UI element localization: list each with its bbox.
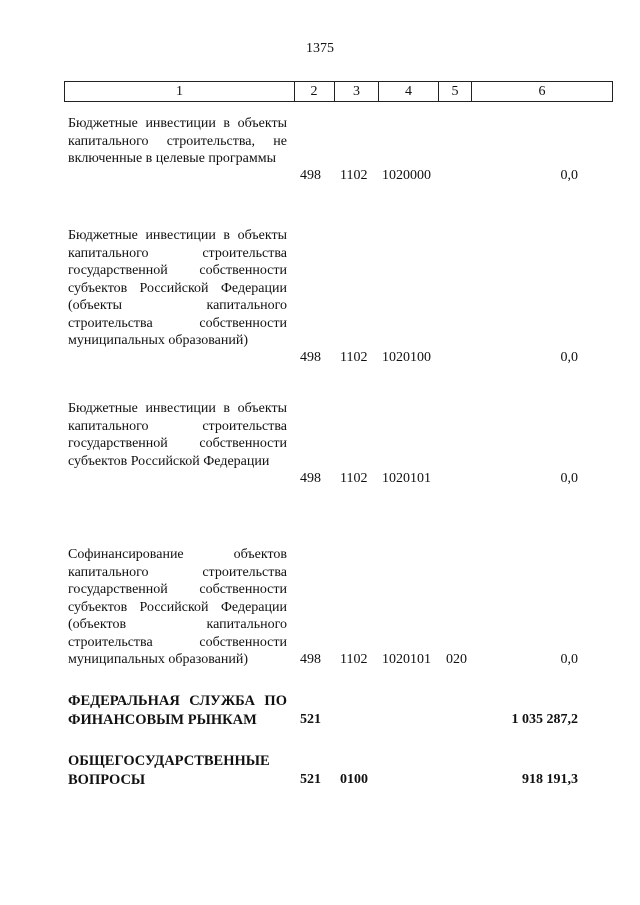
row-col6: 0,0 (560, 350, 578, 365)
row-col3: 1102 (340, 471, 368, 486)
row-description: ОБЩЕГОСУДАРСТВЕННЫЕ ВОПРОСЫ (68, 753, 270, 788)
row-col6: 0,0 (560, 168, 578, 183)
row-col2: 498 (300, 471, 321, 486)
row-col6: 918 191,3 (522, 772, 578, 787)
row-description: Бюджетные инвестиции в объекты капитального строительства, не включенные в целевые программы (68, 116, 287, 166)
row-col4: 1020100 (382, 350, 431, 365)
row-col6: 0,0 (560, 471, 578, 486)
row-col3: 0100 (340, 772, 368, 787)
header-col-1: 1 (65, 82, 295, 101)
row-col2: 498 (300, 350, 321, 365)
row-description: Бюджетные инвестиции в объекты капитального строительства государственной собственности субъектов Российской Федерации (68, 401, 287, 469)
row-col4: 1020101 (382, 471, 431, 486)
row-col2: 498 (300, 168, 321, 183)
row-col3: 1102 (340, 652, 368, 667)
header-col-2: 2 (294, 82, 335, 101)
header-col-4: 4 (379, 82, 439, 101)
row-col6: 1 035 287,2 (511, 712, 578, 727)
row-col6: 0,0 (560, 652, 578, 667)
row-col2: 498 (300, 652, 321, 667)
header-col-6: 6 (538, 84, 546, 99)
row-description: ФЕДЕРАЛЬНАЯ СЛУЖБА ПО ФИНАНСОВЫМ РЫНКАМ (68, 693, 287, 728)
page-number: 1375 (306, 41, 334, 56)
row-col5: 020 (446, 652, 467, 667)
table-header-frame (64, 81, 613, 102)
header-col-3: 3 (335, 82, 379, 101)
row-col4: 1020101 (382, 652, 431, 667)
row-col2: 521 (300, 772, 321, 787)
row-col3: 1102 (340, 168, 368, 183)
row-col4: 1020000 (382, 168, 431, 183)
header-col-5: 5 (439, 82, 472, 101)
row-description: Бюджетные инвестиции в объекты капитального строительства государственной собственности субъектов Российской Федерации (объекты капитального строительства собственности муниципальных образований) (68, 228, 287, 348)
row-col3: 1102 (340, 350, 368, 365)
row-col2: 521 (300, 712, 321, 727)
row-description: Софинансирование объектов капитального строительства государственной собственности субъектов Российской Федерации (объектов капитального строительства собственности муниципальных образований) (68, 547, 287, 667)
